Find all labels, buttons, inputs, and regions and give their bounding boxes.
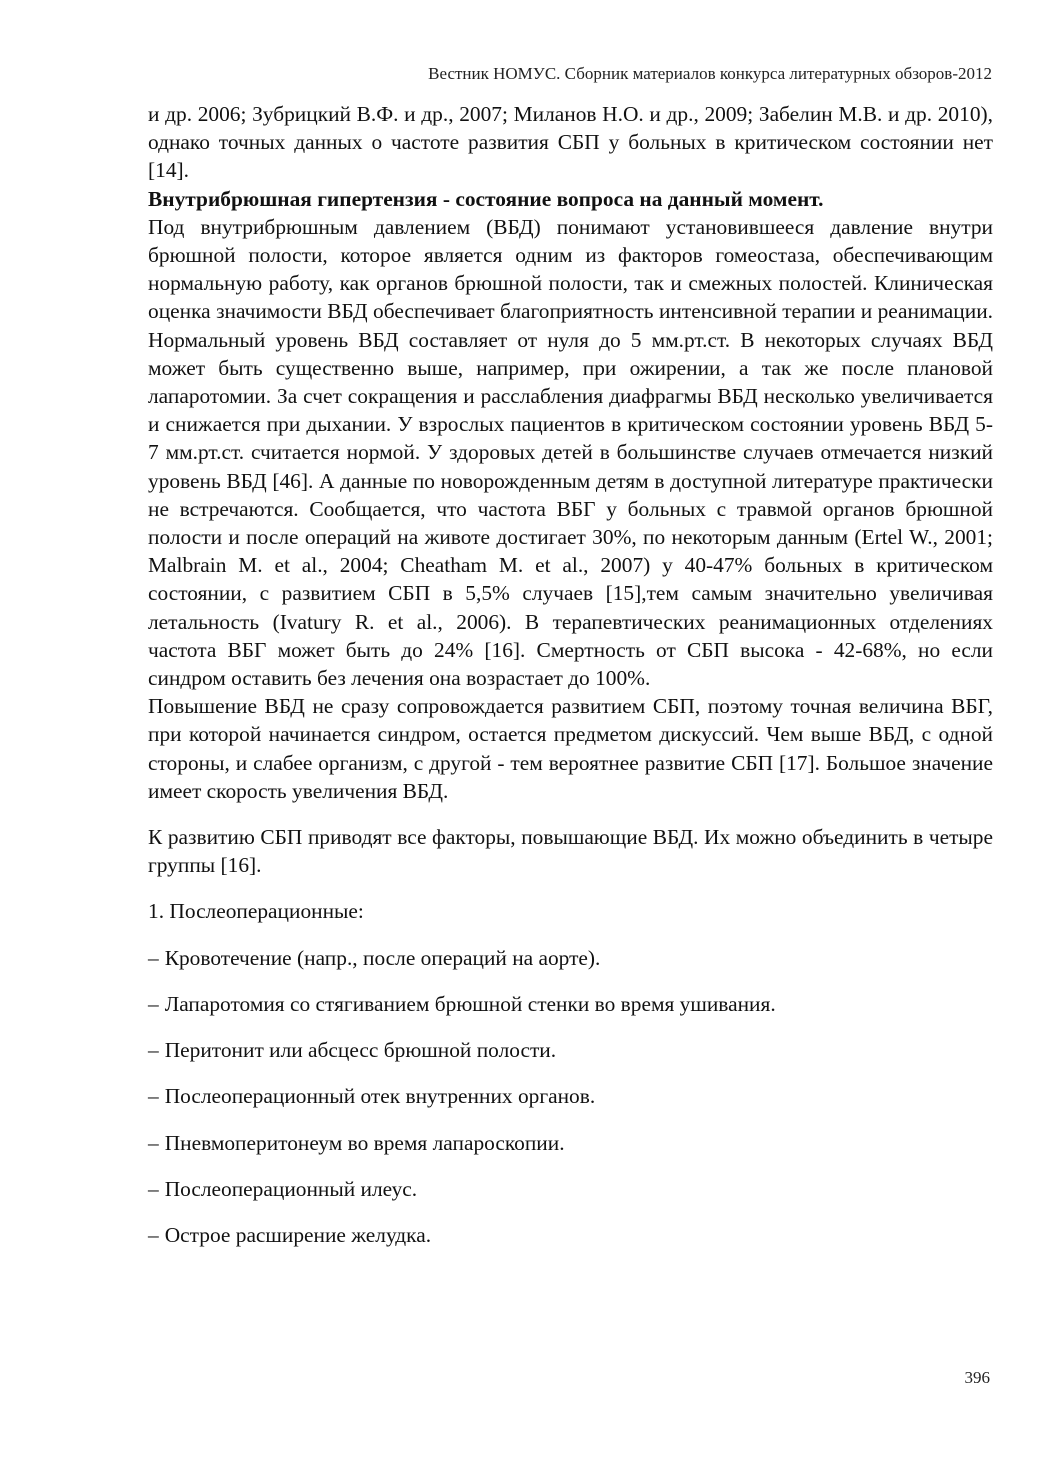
list-item [148, 990, 993, 1018]
list-item [148, 944, 993, 972]
ibp-paragraph: Под внутрибрюшным давлением (ВБД) понимают установившееся давление внутри брюшной полости, которое является одним из факторов гомеостаза, обеспечивающим нормальную работу, как органов брюшной полости, так и смежных полостей. Клиническая оценка значимости ВБД обеспечивает благоприятность интенсивной терапии и реанимации. Нормальный уровень ВБД составляет от нуля до 5 мм.рт.ст. В некоторых случаях ВБД может быть существенно выше, например, при ожирении, а так же после плановой лапаротомии. За счет сокращения и расслабления диафрагмы ВБД несколько увеличивается и снижается при дыхании. У взрослых пациентов в критическом состоянии уровень ВБД 5-7 мм.рт.ст. считается нормой. У здоровых детей в большинстве случаев отмечается низкий уровень ВБД [46]. А данные по новорожденным детям в доступной литературе практически не встречаются. Сообщается, что частота ВБГ у больных с травмой органов брюшной полости и после операций на животе достигает 30%, по некоторым данным (Ertel W., 2001; Malbrain M. et al., 2004; Cheatham M. et al., 2007) у 40-47% больных в критическом состоянии, с развитием СБП в 5,5% случаев [15],тем самым значительно увеличивая летальность (Ivatury R. et al., 2006). В терапевтических реанимационных отделениях частота ВБГ может быть до 24% [16]. Смертность от СБП высока - 42-68%, но если синдром оставить без лечения она возрастает до 100%. [148, 214, 993, 691]
list-item [148, 1082, 993, 1110]
list-item-text: Пневмоперитонеум во время лапароскопии. [164, 1130, 565, 1155]
list-item-text: Кровотечение (напр., после операций на аорте). [164, 945, 601, 970]
dash-marker: – [148, 945, 159, 970]
list-item-text: Послеоперационный илеус. [164, 1176, 418, 1201]
list-title: 1. Послеоперационные: [148, 899, 364, 924]
page-number: 396 [964, 1368, 990, 1387]
list-item-text: Перитонит или абсцесс брюшной полости. [164, 1038, 557, 1063]
main-text [148, 100, 993, 1249]
list-item-text: Острое расширение желудка. [164, 1222, 432, 1247]
dash-marker: – [148, 1038, 159, 1063]
running-header: Вестник НОМУС. Сборник материалов конкурса литературных обзоров-2012 [428, 64, 992, 83]
list-item [148, 1036, 993, 1064]
dash-marker: – [148, 1222, 159, 1247]
list-item [148, 1221, 993, 1249]
factors-paragraph: К развитию СБП приводят все факторы, повышающие ВБД. Их можно объединить в четыре группы [16]. [148, 825, 993, 878]
list-item [148, 1175, 993, 1203]
dash-marker: – [148, 1130, 159, 1155]
list-item-text: Послеоперационный отек внутренних органов. [164, 1084, 596, 1109]
intro-paragraph: и др. 2006; Зубрицкий В.Ф. и др., 2007; Миланов Н.О. и др., 2009; Забелин М.В. и др. 2010), однако точных данных о частоте развития СБП у больных в критическом состоянии нет [14]. [148, 102, 993, 183]
dash-marker: – [148, 1084, 159, 1109]
section-heading: Внутрибрюшная гипертензия - состояние вопроса на данный момент. [148, 186, 824, 211]
dash-marker: – [148, 991, 159, 1016]
dash-marker: – [148, 1176, 159, 1201]
list-item-text: Лапаротомия со стягиванием брюшной стенки во время ушивания. [164, 991, 776, 1016]
increase-paragraph: Повышение ВБД не сразу сопровождается развитием СБП, поэтому точная величина ВБГ, при которой начинается синдром, остается предметом дискуссий. Чем выше ВБД, с одной стороны, и слабее организм, с другой - тем вероятнее развитие СБП [17]. Большое значение имеет скорость увеличения ВБД. [148, 694, 993, 803]
list-item [148, 1129, 993, 1157]
